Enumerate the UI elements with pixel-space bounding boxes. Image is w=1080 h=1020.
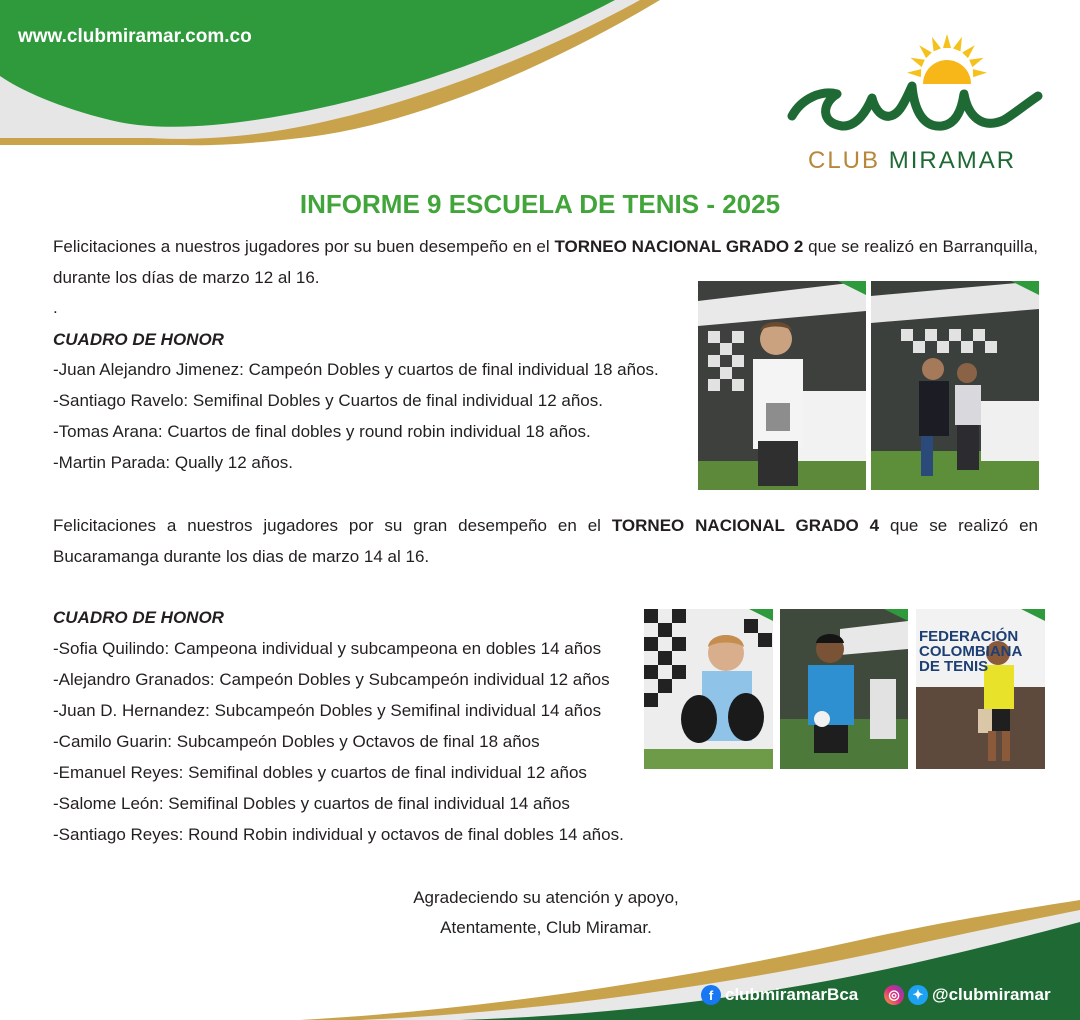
list-item: -Sofia Quilindo: Campeona individual y subcampeona en dobles 14 años <box>53 639 602 658</box>
list-item: -Santiago Reyes: Round Robin individual y octavos de final dobles 14 años. <box>53 825 624 844</box>
section2-intro-text: Felicitaciones a nuestros jugadores por su gran desempeño en el <box>53 516 612 535</box>
logo-word-club: CLUB <box>808 147 881 174</box>
section1-tournament-name: TORNEO NACIONAL GRADO 2 <box>554 237 804 256</box>
section2-honor-title: CUADRO DE HONOR <box>53 608 224 627</box>
list-item: -Salome León: Semifinal Dobles y cuartos de final individual 14 años <box>53 794 570 813</box>
section2-tournament-name: TORNEO NACIONAL GRADO 4 <box>611 516 880 535</box>
list-item: -Martin Parada: Qually 12 años. <box>53 453 294 472</box>
photo-player-trophy-1 <box>698 281 866 490</box>
section1-honor-title: CUADRO DE HONOR <box>53 330 224 349</box>
logo-wordmark <box>808 147 1016 175</box>
list-item: -Juan Alejandro Jimenez: Campeón Dobles y cuartos de final individual 18 años. <box>53 360 659 379</box>
list-item: -Santiago Ravelo: Semifinal Dobles y Cuartos de final individual 12 años. <box>53 391 603 410</box>
twitter-icon: ✦ <box>908 985 928 1005</box>
photo-player-trophy-2 <box>871 281 1039 490</box>
logo-word-miramar: MIRAMAR <box>888 147 1017 174</box>
social-link[interactable] <box>884 982 1051 1008</box>
facebook-handle: clubmiramarBca <box>725 985 859 1004</box>
section2-intro <box>53 510 1038 572</box>
closing-line-1: Agradeciendo su atención y apoyo, <box>413 888 679 907</box>
closing-line-2: Atentamente, Club Miramar. <box>440 918 652 937</box>
list-item: -Camilo Guarin: Subcampeón Dobles y Octavos de final 18 años <box>53 732 540 751</box>
website-url[interactable]: www.clubmiramar.com.co <box>18 26 252 47</box>
section1-honor-list <box>53 354 659 478</box>
list-item: -Emanuel Reyes: Semifinal dobles y cuartos de final individual 12 años <box>53 763 587 782</box>
section2-intro-text-end: que se realizó en Bucaramanga durante los dias de marzo 14 al 16. <box>53 516 1039 566</box>
instagram-icon: ◎ <box>884 985 904 1005</box>
facebook-icon: f <box>701 985 721 1005</box>
separator-dot: . <box>53 298 58 317</box>
section2-honor-list <box>53 633 624 850</box>
federation-banner-text: FEDERACIÓN COLOMBIANA DE TENIS <box>919 628 1022 675</box>
photo-player-banner-5 <box>916 609 1045 769</box>
header-wave-decoration <box>0 0 700 150</box>
photo-player-trophies-3 <box>644 609 773 769</box>
section1-intro-text-end: que se realizó en Barranquilla, durante los días de marzo 12 al 16. <box>53 237 1038 287</box>
list-item: -Tomas Arana: Cuartos de final dobles y round robin individual 18 años. <box>53 422 591 441</box>
section1-intro-text: Felicitaciones a nuestros jugadores por su buen desempeño en el <box>53 237 555 256</box>
photo-player-trophy-4 <box>780 609 908 769</box>
list-item: -Juan D. Hernandez: Subcampeón Dobles y Semifinal individual 14 años <box>53 701 602 720</box>
social-handle: @clubmiramar <box>932 985 1051 1004</box>
report-title: INFORME 9 ESCUELA DE TENIS - 2025 <box>299 189 781 219</box>
facebook-link[interactable] <box>701 982 858 1008</box>
list-item: -Alejandro Granados: Campeón Dobles y Subcampeón individual 12 años <box>53 670 610 689</box>
